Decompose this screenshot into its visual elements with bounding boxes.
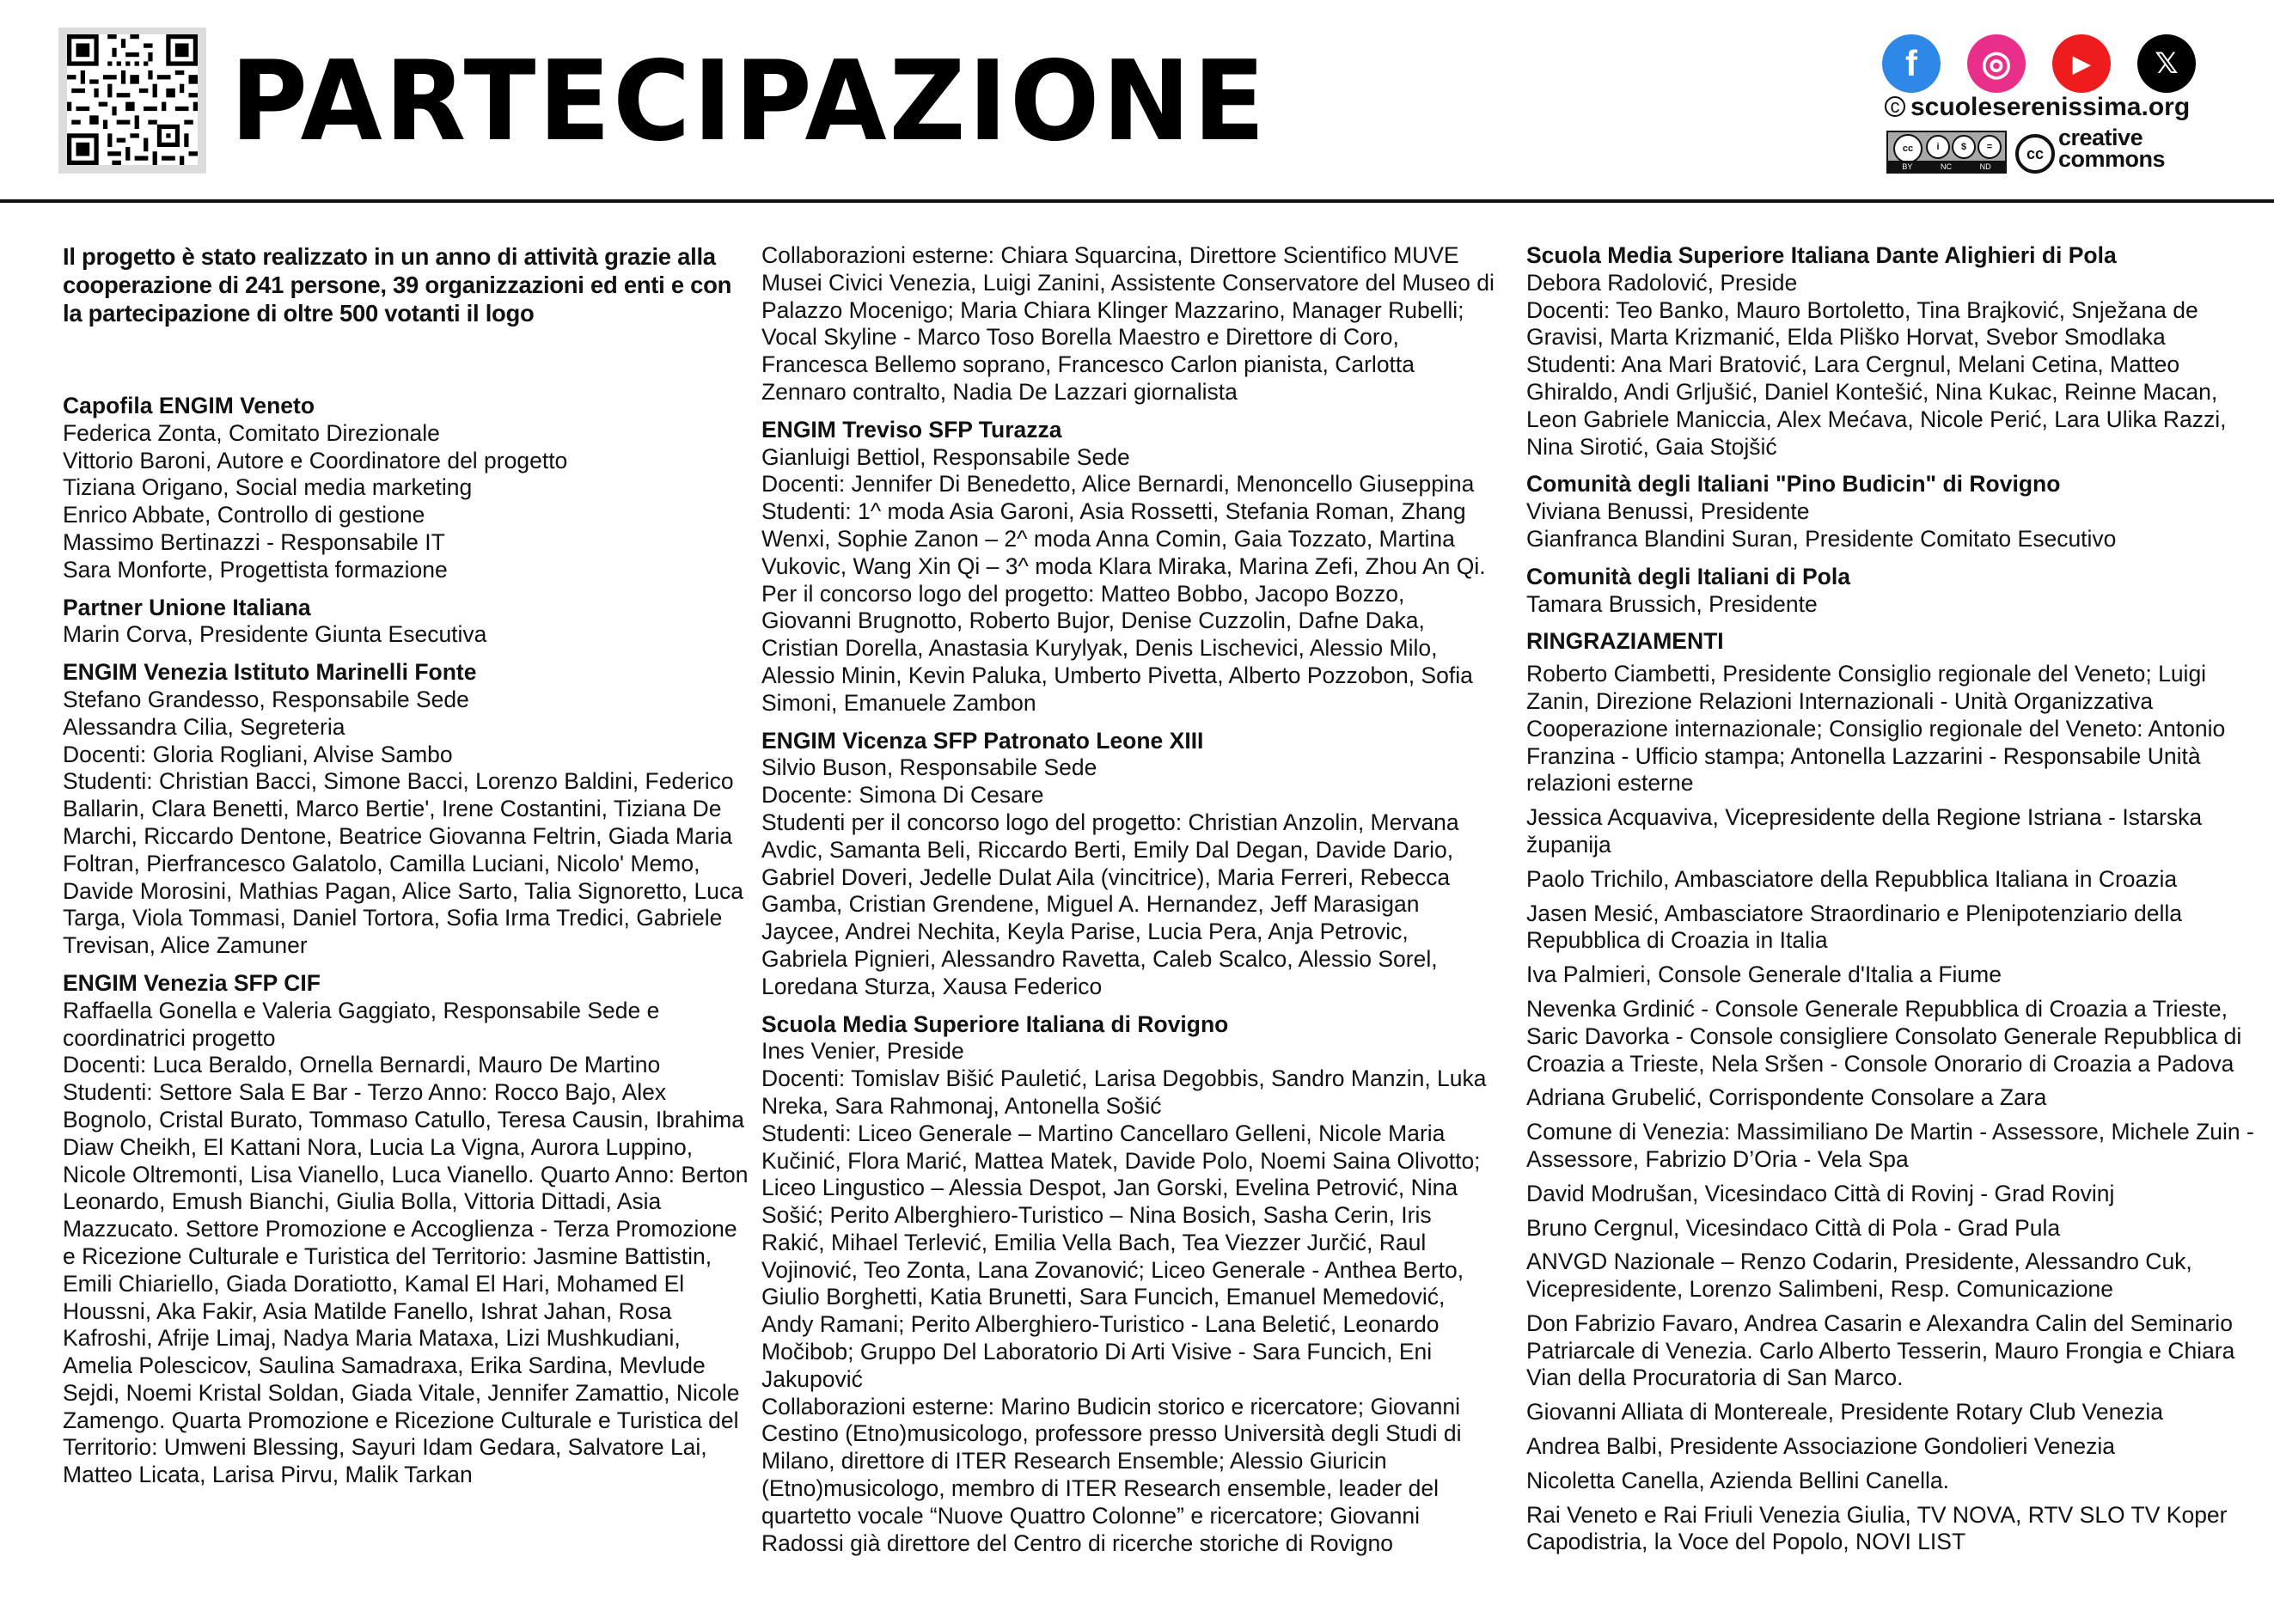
- thanks-item: Don Fabrizio Favaro, Andrea Casarin e Alexandra Calin del Seminario Patriarcale di Venezia. Carlo Alberto Tesserin, Mauro Frongia e Chiara Vian della Procuratoria di San Marco.: [1526, 1310, 2235, 1391]
- thanks-item: Comune di Venezia: Massimiliano De Martin - Assessore, Michele Zuin - Assessore, Fabrizio D’Oria - Vela Spa: [1526, 1119, 2254, 1172]
- section-line: Marin Corva, Presidente Giunta Esecutiva: [63, 621, 487, 648]
- social-links: [1882, 34, 2243, 95]
- x-icon[interactable]: 𝕏: [2137, 34, 2196, 93]
- section-line: Studenti: Christian Bacci, Simone Bacci, Lorenzo Baldini, Federico Ballarin, Clara Benetti, Marco Bertie', Irene Costantini, Tiziana De Marchi, Riccardo Dentone, Beatrice Giovanna Feltrin, Giada Maria Foltran, Pierfrancesco Galatolo, Camilla Luciani, Nicolo' Memo, Davide Morosini, Mathias Pagan, Alice Sarto, Talia Signoretto, Luca Targa, Viola Tommasi, Daniel Tortora, Sofia Irma Tredici, Gabriele Trevisan, Alice Zamuner: [63, 768, 743, 959]
- section-line: Tiziana Origano, Social media marketing: [63, 474, 473, 501]
- thanks-section: [1526, 628, 2265, 1556]
- section-title: Scuola Media Superiore Italiana Dante Alighieri di Pola: [1526, 242, 2117, 268]
- section-title: Comunità degli Italiani di Pola: [1526, 563, 1850, 589]
- section-line: Gianfranca Blandini Suran, Presidente Comitato Esecutivo: [1526, 525, 2117, 552]
- thanks-item: Nicoletta Canella, Azienda Bellini Canella.: [1526, 1467, 1950, 1493]
- thanks-item: Paolo Trichilo, Ambasciatore della Repubblica Italiana in Croazia: [1526, 865, 2178, 892]
- section-title: ENGIM Venezia Istituto Marinelli Fonte: [63, 659, 477, 686]
- copyright-icon: c: [1885, 96, 1905, 117]
- section-line: Massimo Bertinazzi - Responsabile IT: [63, 528, 445, 555]
- section-line: Docenti: Luca Beraldo, Ornella Bernardi, Mauro De Martino: [63, 1052, 661, 1078]
- youtube-icon[interactable]: ▶: [2052, 34, 2111, 93]
- header-divider: [0, 199, 2274, 203]
- section-title: Partner Unione Italiana: [63, 594, 311, 620]
- thanks-item: Iva Palmieri, Console Generale d'Italia a Fiume: [1526, 962, 2002, 988]
- section-line: Studenti: 1^ moda Asia Garoni, Asia Rossetti, Stefania Roman, Zhang Wenxi, Sophie Zanon – 2^ moda Anna Comin, Gaia Tozzato, Martina Vukovic, Wang Xin Qi – 3^ moda Klara Miraka, Marina Zefi, Zhou An Qi. Per il concorso logo del progetto: Matteo Bobbo, Jacopo Bozzo, Giovanni Brugnotto, Roberto Bujor, Denise Cuzzolin, Dafne Daka, Cristian Dorella, Anastasia Kurylyak, Denis Lischevici, Alessio Milo, Alessio Minin, Kevin Paluka, Umberto Pivetta, Alberto Pozzobon, Sofia Simoni, Emanuele Zambon: [761, 498, 1486, 716]
- section: [63, 595, 750, 650]
- section-line: Vittorio Baroni, Autore e Coordinatore del progetto: [63, 447, 568, 473]
- section-line: Viviana Benussi, Presidente: [1526, 498, 1810, 525]
- thanks-item: David Modrušan, Vicesindaco Città di Rovinj - Grad Rovinj: [1526, 1180, 2115, 1206]
- thanks-item: Andrea Balbi, Presidente Associazione Gondolieri Venezia: [1526, 1433, 2116, 1460]
- cc-logo-icon: cc: [2015, 134, 2055, 174]
- section-line: Debora Radolović, Preside: [1526, 269, 1798, 296]
- section-line: Studenti: Liceo Generale – Martino Cancellaro Gelleni, Nicole Maria Kučinić, Flora Marić, Mattea Matek, Davide Polo, Noemi Saina Olivotto; Liceo Lingustico – Alessia Despot, Jan Gorski, Evelina Petrović, Nina Sošić; Perito Alberghiero-Turistico – Nina Bosich, Sasha Cerin, Iris Rakić, Mihael Terlević, Emilia Vella Bach, Tea Viezzer Jurčić, Raul Vojinović, Teo Zonta, Lana Zovanović; Liceo Generale - Anthea Berto, Giulio Borghetti, Katia Brunetti, Sara Funcich, Emanuel Memedović, Andy Ramani; Perito Alberghiero-Turistico - Lana Beletić, Leonardo Močibob; Gruppo Del Laboratorio Di Arti Visive - Sara Funcich, Eni Jakupović: [761, 1120, 1481, 1392]
- column-right: [1526, 242, 2265, 1563]
- section-line: Studenti: Ana Mari Bratović, Lara Cergnul, Melani Cetina, Matteo Ghiraldo, Andi Grljušić, Daniel Kontešić, Nina Kukac, Reinne Macan, Leon Gabriele Maniccia, Alex Mećava, Nicole Perić, Lara Ulika Razzi, Nina Sirotić, Gaia Stojšić: [1526, 351, 2227, 460]
- thanks-item: Jasen Mesić, Ambasciatore Straordinario e Plenipotenziario della Repubblica di Croazia in Italia: [1526, 900, 2183, 954]
- section: [761, 242, 1501, 406]
- thanks-item: Bruno Cergnul, Vicesindaco Città di Pola - Grad Pula: [1526, 1214, 2061, 1241]
- section-line: Raffaella Gonella e Valeria Gaggiato, Responsabile Sede e coordinatrici progetto: [63, 997, 660, 1051]
- column-middle: [761, 242, 1501, 1567]
- section-line: Docenti: Gloria Rogliani, Alvise Sambo: [63, 741, 453, 767]
- section-line: Docenti: Jennifer Di Benedetto, Alice Bernardi, Menoncello Giuseppina: [761, 471, 1475, 498]
- section: [1526, 242, 2265, 461]
- section-line: Collaborazioni esterne: Chiara Squarcina, Direttore Scientifico MUVE Musei Civici Venezia, Luigi Zanini, Assistente Conservatore del Museo di Palazzo Mocenigo; Maria Chiara Klinger Mazzarino, Manager Rubelli; Vocal Skyline - Marco Toso Borella Maestro e Direttore di Coro, Francesca Bellemo soprano, Francesco Carlon pianista, Carlotta Zennaro contralto, Nadia De Lazzari giornalista: [761, 242, 1495, 405]
- attribution-icon: i: [1926, 135, 1950, 159]
- header: [0, 0, 2274, 203]
- section-line: Docente: Simona Di Cesare: [761, 782, 1044, 809]
- cc-license-badge: [1886, 131, 2007, 174]
- section: [63, 659, 750, 960]
- section-line: Silvio Buson, Responsabile Sede: [761, 754, 1097, 781]
- section-line: Federica Zonta, Comitato Direzionale: [63, 419, 440, 446]
- noncommercial-icon: $: [1952, 135, 1976, 159]
- section-line: Alessandra Cilia, Segreteria: [63, 713, 345, 740]
- intro-text: Il progetto è stato realizzato in un anno di attività grazie alla cooperazione di 241 persone, 39 organizzazioni ed enti e con la partecipazione di oltre 500 votanti il logo: [63, 243, 732, 327]
- section-title: ENGIM Venezia SFP CIF: [63, 969, 321, 996]
- section: [63, 393, 750, 584]
- thanks-item: Adriana Grubelić, Corrispondente Consolare a Zara: [1526, 1084, 2047, 1111]
- website-url: scuoleserenissima.org: [1910, 93, 2191, 121]
- section: [1526, 471, 2265, 553]
- section-line: Docenti: Tomislav Bišić Pauletić, Larisa Degobbis, Sandro Manzin, Luka Nreka, Sara Rahmonaj, Antonella Sošić: [761, 1065, 1487, 1119]
- section-line: Ines Venier, Preside: [761, 1038, 964, 1065]
- thanks-item: Rai Veneto e Rai Friuli Venezia Giulia, TV NOVA, RTV SLO TV Koper Capodistria, la Voce del Popolo, NOVI LIST: [1526, 1501, 2228, 1555]
- thanks-title: RINGRAZIAMENTI: [1526, 628, 1724, 655]
- section: [761, 1011, 1501, 1558]
- section-title: Capofila ENGIM Veneto: [63, 393, 315, 418]
- section-line: Stefano Grandesso, Responsabile Sede: [63, 686, 469, 712]
- thanks-item: Jessica Acquaviva, Vicepresidente della Regione Istriana - Istarska županija: [1526, 804, 2203, 858]
- cc-icon: cc: [1893, 134, 1923, 163]
- section-line: Sara Monforte, Progettista formazione: [63, 556, 448, 583]
- section-line: Studenti: Settore Sala E Bar - Terzo Anno: Rocco Bajo, Alex Bognolo, Cristal Burato, Tommaso Catullo, Teresa Causin, Ibrahima Diaw Cheikh, El Kattani Nora, Lucia La Vigna, Aurora Luppino, Nicole Oltremonti, Lisa Vianello, Luca Vianello. Quarto Anno: Berton Leonardo, Emush Bianchi, Giulia Bolla, Vittoria Dittadi, Asia Mazzucato. Settore Promozione e Accoglienza - Terza Promozione e Ricezione Culturale e Turistica del Territorio: Jasmine Battistin, Emili Chiariello, Giada Doratiotto, Kamal El Hari, Mohamed El Houssni, Aka Fakir, Asia Matilde Fanello, Ishrat Jahan, Rosa Kafroshi, Afrije Limaj, Nadya Maria Mataxa, Lizi Mushkudiani, Amelia Polescicov, Saulina Samadraxa, Erika Sardina, Mevlude Sejdi, Noemi Kristal Soldan, Giada Vitale, Jennifer Zamattio, Nicole Zamengo. Quarta Promozione e Ricezione Culturale e Turistica del Territorio: Umweni Blessing, Sayuri Idam Gedara, Salvatore Lai, Matteo Licata, Larisa Pirvu, Malik Tarkan: [63, 1079, 749, 1488]
- thanks-item: Nevenka Grdinić - Console Generale Repubblica di Croazia a Trieste, Saric Davorka - Console consigliere Consolato Generale Repubblica di Croazia a Trieste, Nela Sršen - Console Onorario di Croazia a Padova: [1526, 995, 2242, 1077]
- thanks-item: Giovanni Alliata di Montereale, Presidente Rotary Club Venezia: [1526, 1399, 2163, 1426]
- section-line: Docenti: Teo Banko, Mauro Bortoletto, Tina Brajković, Snježana de Gravisi, Marta Krizmanić, Elda Pliško Horvat, Svebor Smodlaka: [1526, 296, 2198, 351]
- thanks-item: Roberto Ciambetti, Presidente Consiglio regionale del Veneto; Luigi Zanin, Direzione Relazioni Internazionali - Unità Organizzativa Cooperazione internazionale; Consiglio regionale del Veneto: Antonio Franzina - Ufficio stampa; Antonella Lazzarini - Responsabile Unità relazioni esterne: [1526, 661, 2226, 797]
- section: [1526, 564, 2265, 619]
- facebook-icon[interactable]: f: [1882, 34, 1941, 93]
- license-labels: BY NC ND: [1888, 161, 2005, 172]
- section-line: Gianluigi Bettiol, Responsabile Sede: [761, 443, 1130, 470]
- thanks-item: ANVGD Nazionale – Renzo Codarin, Presidente, Alessandro Cuk, Vicepresidente, Lorenzo Salimbeni, Resp. Comunicazione: [1526, 1249, 2192, 1303]
- section-line: Collaborazioni esterne: Marino Budicin storico e ricercatore; Giovanni Cestino (Etno)musicologo, professore presso Università degli Studi di Milano, direttore di ITER Research Ensemble; Alessio Giuricin (Etno)musicologo, membro di ITER Research ensemble, leader del quartetto vocale “Nuove Quattro Colonne” e ricercatore; Giovanni Radossi già direttore del Centro di ricerche storiche di Rovigno: [761, 1393, 1462, 1556]
- column-left: [63, 242, 750, 1499]
- noderivatives-icon: =: [1978, 135, 2002, 159]
- section-title: Comunità degli Italiani "Pino Budicin" di Rovigno: [1526, 471, 2061, 498]
- section-line: Enrico Abbate, Controllo di gestione: [63, 502, 425, 528]
- website-link[interactable]: [1885, 93, 2190, 122]
- instagram-icon[interactable]: ◎: [1967, 34, 2026, 93]
- section-line: Tamara Brussich, Presidente: [1526, 590, 1818, 617]
- section: [761, 728, 1501, 1001]
- section-title: ENGIM Vicenza SFP Patronato Leone XIII: [761, 727, 1204, 754]
- section: [63, 970, 750, 1489]
- page-title: PARTECIPAZIONE: [230, 38, 1268, 166]
- qr-code-icon: [67, 34, 198, 165]
- section: [761, 417, 1501, 717]
- section-title: Scuola Media Superiore Italiana di Rovigno: [761, 1010, 1229, 1037]
- section-line: Studenti per il concorso logo del progetto: Christian Anzolin, Mervana Avdic, Samanta Beli, Riccardo Berti, Emily Dal Degan, Davide Dario, Gabriel Doveri, Jedelle Dulat Aila (vincitrice), Maria Ferreri, Rebecca Gamba, Cristian Grendene, Miguel A. Hernandez, Jeff Marasigan Jaycee, Andrei Nechita, Keyla Parise, Lucia Pera, Anja Petrovic, Gabriela Pignieri, Alessandro Ravetta, Caleb Scalco, Alessio Sorel, Loredana Sturza, Xausa Federico: [761, 809, 1459, 999]
- cc-logo-text: creative commons: [2058, 125, 2166, 172]
- section-title: ENGIM Treviso SFP Turazza: [761, 416, 1062, 443]
- qr-code[interactable]: [58, 27, 206, 174]
